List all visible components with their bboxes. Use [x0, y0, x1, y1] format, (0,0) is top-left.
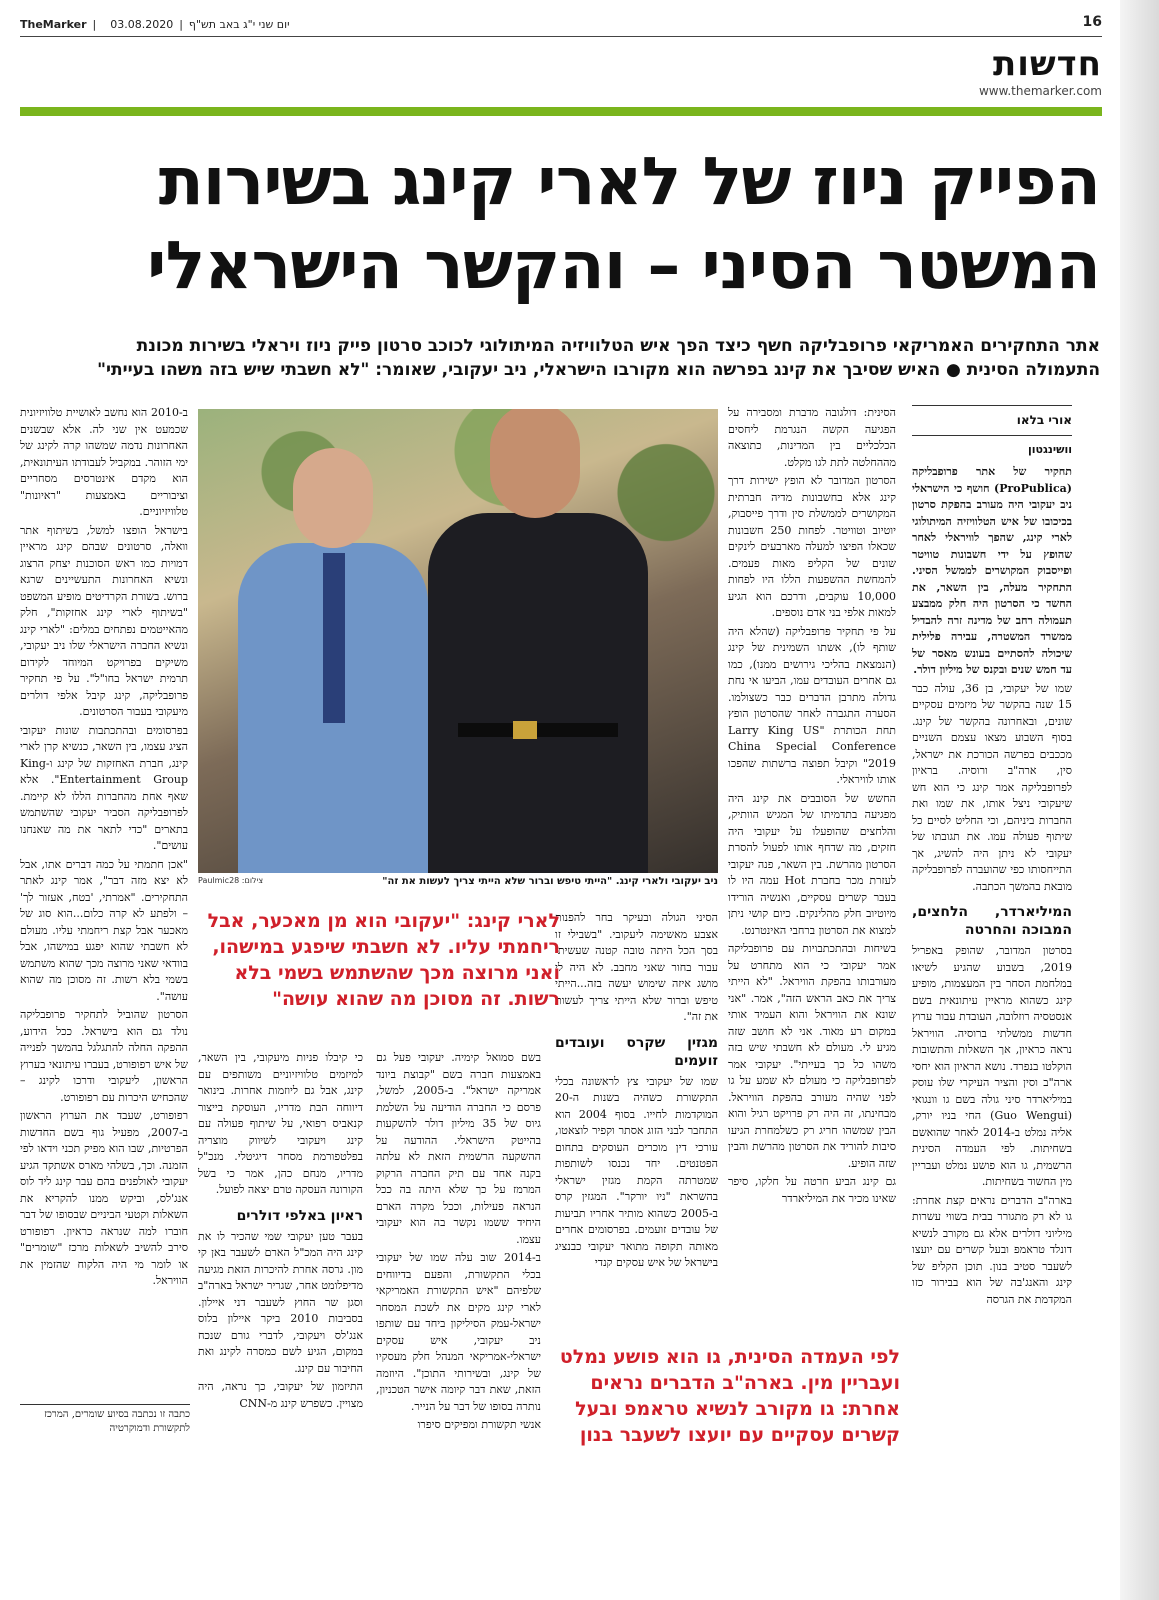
- brand-logo: TheMarker: [20, 17, 87, 31]
- paragraph: כי קיבלו פניות מיעקובי, בין השאר, למיזמים טלוויזיוניים משותפים עם קינג, אבל גם ליוזמות אחרות. בינואר דיווחה הבת מדריו, העוסקת בייצור קנאביס רפואי, על שיתוף פעולה עם קינג ויעקובי לשיווק מוצריה בפלטפורמת מסחר דיגיטלי. מנכ"ל מדריו, מנחם כהן, אמר כי בשל הקורונה העסקה טרם יצאה לפועל.: [198, 1051, 363, 1196]
- headline-line-1: הפייק ניוז של לארי קינג בשירות: [158, 143, 1100, 220]
- section-divider: [20, 107, 1102, 116]
- photo-person-niv-yaakobi: [428, 513, 648, 873]
- hebrew-date: יום שני י"ג באב תש"ף: [188, 17, 290, 31]
- photo-tie: [323, 553, 345, 723]
- section-header: [979, 44, 1102, 98]
- paragraph: בארה"ב הדברים נראים קצת אחרת: גו לא רק מתגורר בבית בשווי עשרות מיליוני דולרים אלא גם מקורב לנשיא דונלד טראמפ ובעל קשרים עם יועצו לשעבר סטיב בנון. תוכן הקליפ של קינג והאנג'בה של הוא בבירור כזו המקדמת את הגרסה: [912, 1193, 1072, 1306]
- issue-date: 03.08.2020: [110, 17, 174, 31]
- article-headline: [50, 140, 1100, 308]
- paragraph: שמו של יעקובי צץ לראשונה בכלי התקשורת כשהיה בשנות ה-20 המוקדמות לחייו. בסוף 2004 הוא התחבר לבני הזוג אסתר וקפיר לוצאטו, עורכי דין מוכרים העוסקים בתחום הפטנטים. יחד נכנסו לשותפות שמטרתה הקמת מגזין ישראלי בהשראת "ניו יורקר". המגזין קרס ב-2005 כשהוא מותיר אחריו תביעות של עובדים זועמים. בפרסומים אחרים מאותה תקופה מתואר יעקובי כבנציג בישראל של איש עסקים קנדי: [555, 1074, 718, 1269]
- page-number: 16: [1082, 14, 1102, 30]
- paragraph: ב-2014 שוב עלה שמו של יעקובי בכלי התקשורת, והפעם בדיווחים שלפיהם "איש התקשורת האמריקאי לארי קינג מקים את לשכת המסחר ישראל-עמק הסיליקון ביחד עם שותפו ניב יעקובי, איש עסקים ישראלי-אמריקאי המנהל חלק מעסקיו של קינג, ובשירותי התוכן". היוזמה הזאת, שאת דבר קיומה אישר הטכניון, נותרה בסופו של דבר על הנייר.: [376, 1251, 541, 1413]
- column-2: [728, 405, 896, 1335]
- column-6: [20, 405, 188, 1395]
- paragraph: הסיני הגולה ובעיקר בחר להפנות אצבע מאשימה ליעקובי. "בשבילי זו בסך הכל היתה טובה קטנה שעשיתי עבור בחור שאני מחבב. לא היה לי מושג איזה שימוש יעשה בזה...הייתי טיפש וברור שלא הייתי צריך לעשות את זה".: [555, 911, 718, 1023]
- paragraph: שמו של יעקובי, בן 36, עולה כבר 15 שנה בהקשר של מיזמים עסקיים שונים, ובאחרונה בהקשר של קינג. בסוף השבוע מצאו עצמם השניים מככבים בפרשה הכורכת את ישראל, סין, ארה"ב ורוסיה. בראיון לפרופבליקה אמר קינג כי הוא חש שיעקובי ניצל אותו, את שמו ואת החברות ביניהם, וכי החליט לסיים כל שיתוף פעולה עמו. את תגובתו של יעקובי לא ניתן היה להשיג, אך התייחסותו כפי שהועברה לפרופבליקה מובאת בהמשך הכתבה.: [912, 681, 1072, 893]
- paragraph: בישראל הופצו למשל, בשיתוף אתר וואלה, סרטונים שבהם קינג מראיין דמויות כמו ראש הסוכנות יצחק הרצוג ונשיא האחרונות התעשיינים שרגא ברוש. בשורת הקרדיטים מופיע המשפט "בשיתוף לארי קינג אחזקות", חלק מהאייטמים נפתחים במלים: "לארי קינג ונשיא החברה הישראלי שלו ניב יעקובי, משיקים בפרויקט המיוחד לקידום תרמית ישראל בחו"ל". על פי תחקיר פרופבליקה, קינג קיבל אלפי דולרים מיעקובי בעבור הסרטונים.: [20, 523, 188, 718]
- paragraph: התיזמון של יעקובי, כך נראה, היה מצויין. כשפרש קינג מ-CNN: [198, 1380, 363, 1410]
- column-4: [376, 1050, 541, 1440]
- inner-subtitle: ראיון באלפי דולרים: [236, 1207, 363, 1224]
- photo-caption: ניב יעקובי ולארי קינג. "הייתי טיפש וברור שלא הייתי צריך לעשות את זה": [382, 876, 718, 887]
- section-url[interactable]: www.themarker.com: [978, 84, 1102, 98]
- photo-belt: [458, 723, 618, 737]
- paragraph: גם קינג הביע חרטה על חלקו, סיפר שאינו מכיר את המיליארדר: [728, 1175, 896, 1205]
- inner-subtitle: מגזין שקרס ועובדים זועמים: [555, 1034, 718, 1069]
- article-subheadline: אתר התחקירים האמריקאי פרופבליקה חשף כיצד הפך איש הטלוויזיה המיתולוגי לכוכב סרטון פייק ניוז ויראלי בשירות מכונת התעמולה הסינית ● האיש שסיבך את קינג בפרשה הוא מקורבו הישראלי, ניב יעקובי, שאומר: "לא חשבתי שיש בזה משהו בעייתי": [97, 336, 1100, 380]
- photo-caption-bar: [198, 876, 718, 887]
- paragraph: בסרטון המדובר, שהופק באפריל 2019, בשבוע שהגיע לשיאו במלחמת הסחר בין המעצמות, מופיע קינג כשהוא מראיין עיתונאית בשם אנסטסיה רוזלובה, העובדת עבור ערוץ חדשות ממשלתי ברוסיה. הוויראל נראה כראיון, אך השאלות והתשובות הוקלטו בנפרד. נושא הראיון הוא יחסי ארה"ב וסין והציר העיקרי שלו עוסק במיליארדר סיני גולה בשם גו וונגואי (Guo Wengui) החי בניו יורק, אליה נמלט ב-2014 לאחר שהואשם בשחיתות. לפי העמדה הסינית הרשמית, גו הוא פושע נמלט ועבריין מין החשוד בשחיתות.: [912, 944, 1072, 1188]
- column-3: [555, 910, 718, 1330]
- section-name: חדשות: [992, 44, 1102, 84]
- article-lead: תחקיר של אתר פרופבליקה (ProPublica) חושף כי הישראלי ניב יעקובי היה מעורב בהפקת סרטון בכיכובו של איש הטלוויזיה המיתולוגי לארי קינג, שהפך לוויראלי לאחר שהופץ על ידי חשבונות טוויטר ופייסבוק המקושרים לממשל הסיני. התחקיר מעלה, בין השאר, את החשד כי הסרטון היה חלק ממבצע תעמולה רחב של מדינה זרה להבדיל ממשרד המשטרה, עבירה פלילית שיכולה להסתיים בעונש מאסר של עד חמש שנים ובקנס של מיליון דולר.: [912, 465, 1072, 676]
- paragraph: אנשי תקשורת ומפיקים סיפרו: [417, 1418, 541, 1431]
- author-byline: אורי בלאו: [912, 405, 1072, 436]
- inner-subtitle: המיליארדר, הלחצים, המבוכה והחרטה: [912, 904, 1072, 938]
- photo-head: [293, 448, 373, 548]
- paragraph: על פי תחקיר פרופבליקה (שהלא היה שותף לו), אשתו השמינית של קינג (הנמצאת בהליכי גירושים ממנו), כמו גם אחרים העובדים עמו, הביעו אי נחת גדולה מתרבן הדברים כבר כשצולמו. הסערה התגברה לאחר שהסרטון הופץ תחת הכותרת "Larry King US China Special Conference 2019" וקיבל תפוצה ברשתות שהפכו אותו לוויראלי.: [728, 624, 896, 786]
- photo-buckle: [513, 721, 537, 739]
- article-photo: [198, 409, 718, 873]
- photo-head: [490, 409, 580, 518]
- column-5: [198, 1050, 363, 1440]
- paragraph: בפרסומים ובהתכתבות שונות יעקובי הציג עצמו, בין השאר, כנשיא קרן לארי קינג, חברת האחזקות של קינג ו-King Entertainment Group". אלא שאף אחת מהחברות הללו לא קיימת. לפרופבליקה הסביר יעקובי שהשתמש בתארים "כדי לתאר את מה שאנחנו עושים".: [20, 723, 188, 852]
- photo-credit: צילום: Paulmic28: [198, 876, 264, 885]
- paragraph: רפופורט, שעבד את הערוץ הראשון ב-2007, מפעיל גוף בשם החדשות הפרטיות, שבו הוא מפיק תכני וידאו לפי הזמנה. וכך, בשלהי מארס אשתקד הגיע יעקובי לאולפנים בהם עבר קינג ליד לוס אנג'לס, וביקש ממנו להקריא את השאלות וקטעי הביניים שבסופו של דבר חוברו למה שנראה כראיון. רפופורט סירב להשיב לשאלות מרכז "שומרים" או לומר מי היה הלקוח שהזמין את הוויראל.: [20, 1109, 188, 1287]
- pull-quote-king: לארי קינג: "יעקובי הוא מן מאכער, אבל ריחמתי עליו. לא חשבתי שיפגע במישהו, ואני מרוצה מכך שהשתמש בשמי בלא רשות. זה מסוכן מה שהוא עושה": [207, 910, 560, 1010]
- paragraph: הסרטון המדובר לא הופץ ישירות דרך קינג אלא בחשבונות מדיה חברתית המקושרים לממשלת סין ודרך פייסבוק, יוטיוב וטוויטר. לפחות 250 חשבונות שכאלו הפיצו למעלה מארבעים לינקים שונים של הקליפ מאות פעמים. להמחשת ההשפעות הללו היו לפחות 10,000 עוקבים, ודרכם הוא הגיע למאות אלפי בני אדם נוספים.: [728, 474, 896, 619]
- article-footnote: כתבה זו נכתבה בסיוע שומרים, המרכז לתקשורת ודמוקרטיה: [20, 1404, 190, 1436]
- paragraph: הסינית: דולגובה מדברת ומסבירה על הפגיעה הקשה הנגרמת ליחסים הכלכליים בין המדינות, כתוצאה מההחלטה לתת לגו מקלט.: [728, 406, 896, 469]
- paragraph: החשש של הסובבים את קינג היה מפגיעה בתדמיתו של המגיש הוותיק, והלחצים שהופעלו על יעקובי היה חזקים, מה שדחף אותו לפעול להסרת הסרטון מהרשת. בין השאר, פנה יעקובי לעזרת מכר בחברת Hot עמה היו לו בעבר קשרים עסקיים, ואנשיה הורידו מיוטיוב חלק מהלינקים. כיום קושי ניתן למצוא את הסרטון ברחבי האינטרנט.: [728, 791, 896, 937]
- paragraph: ב-2010 הוא נחשב לאושיית טלוויזיונית שכמעט אין שני לה. אלא שבשנים האחרונות נדמה שמשהו קרה לקינג של ימי הזוהר. במקביל לעבודתו העיתונאית, הוא מקדם אינטרסים מסחריים וציבוריים באמצעות "ראיונות" טלוויזיוניים.: [20, 406, 188, 518]
- paragraph: בשיחות ובהתכתבויות עם פרופבליקה אמר יעקובי כי הוא מתחרט על מעורבותו בהפקת הוויראל. "לא הייתי צריך את כאב הראש הזה", אמר. "אני שונא את הוויראל והוא העמיד אותי במקום רע מאוד. אני לא חושב שזה מגיע לי. מעולם לא חשבתי שיש בזה משהו כל כך בעייתי". יעקובי אמר לפרופבליקה כי מעולם לא שמע על גו לפני שהיה מעורב בהפקת הוויראל. מבחינתו, זה היה רק פרויקט רגיל והוא הבין שמשהו חריג רק כשלמחרת הגיעו סיבות להוריד את הסרטון מהרשת והבין שזה הופיע.: [728, 942, 896, 1170]
- photo-person-larry-king: [238, 543, 428, 873]
- paragraph: בשם סמואל קימיה. יעקובי פעל גם באמצעות חברה בשם "קבוצת ביונד אמריקה ישראל". ב-2005, למשל, פרסם כי החברה הודיעה על השלמת גיוס של 35 מיליון דולר להשקעות בהייטק הישראלי. ההודעה על ההשקעה הרשמית הזאת לא עלתה בקנה אחד עם תיק החברה הרקוק המרמז על כך שלא היתה בה ככל הנראה פעילות, וככל מקרה הארם היחיד ששמו נקשר בה הוא יעקובי עצמו.: [376, 1051, 541, 1246]
- masthead-bar: TheMarker | 03.08.2020 | יום שני י"ג באב תש"ף 16: [20, 12, 1102, 37]
- pull-quote-guo: לפי העמדה הסינית, גו הוא פושע נמלט ועבריין מין. בארה"ב הדברים נראים אחרת: גו מקורב לנשיא טראמפ ובעל קשרים עסקיים עם יועצו לשעבר בנון: [559, 1346, 900, 1446]
- paragraph: בעבר טען יעקובי שמי שהכיר לו את קינג היה המכ"ל הארם לשעבר באן קי מון. גרסה אחרת להיכרות הזאת מגיעה מדיפלומט אחר, שגריר ישראל בארה"ב וסגן שר החוץ לשעבר דני איילון. בסביבות 2010 ביקר איילון בלוס אנג'לס ויעקובי, לדברי גורם שנכח במקום, הגיע לשם כמסרה לקינג ואת החיבור עם קינג.: [198, 1229, 363, 1375]
- paragraph: "אכן חתמתי על כמה דברים אתו, אבל לא יצא מזה דבר", אמר קינג לאתר התחקירים. "אמרתי, 'בטח, אעזור לך' – ולפתע לא קרה כלום...הוא סוג של מאכער אבל קצת ריחמתי עליו. מעולם לא חשבתי שהוא יפגע במישהו, אבל בוודאי שאני מרוצה מכך שהוא משתמש בשמי בלא רשות. זה מסוכן מה שהוא עושה".: [20, 857, 188, 1003]
- headline-line-2: המשטר הסיני – והקשר הישראלי: [147, 227, 1100, 304]
- column-1: [912, 405, 1072, 1440]
- dateline: וושינגטון: [1027, 442, 1072, 456]
- page-edge-shadow: [1120, 0, 1159, 1600]
- paragraph: הסרטון שהוביל לתחקיר פרופבליקה נולד גם הוא בישראל. ככל הידוע, ההפקה החלה להתגלגל בהמשך לפנייה של איש רפופורט, בעברו עיתונאי בערוץ הראשון, ליעקובי ודרכו לקינג – שהכחיש היכרות עם רפופורט.: [20, 1008, 188, 1104]
